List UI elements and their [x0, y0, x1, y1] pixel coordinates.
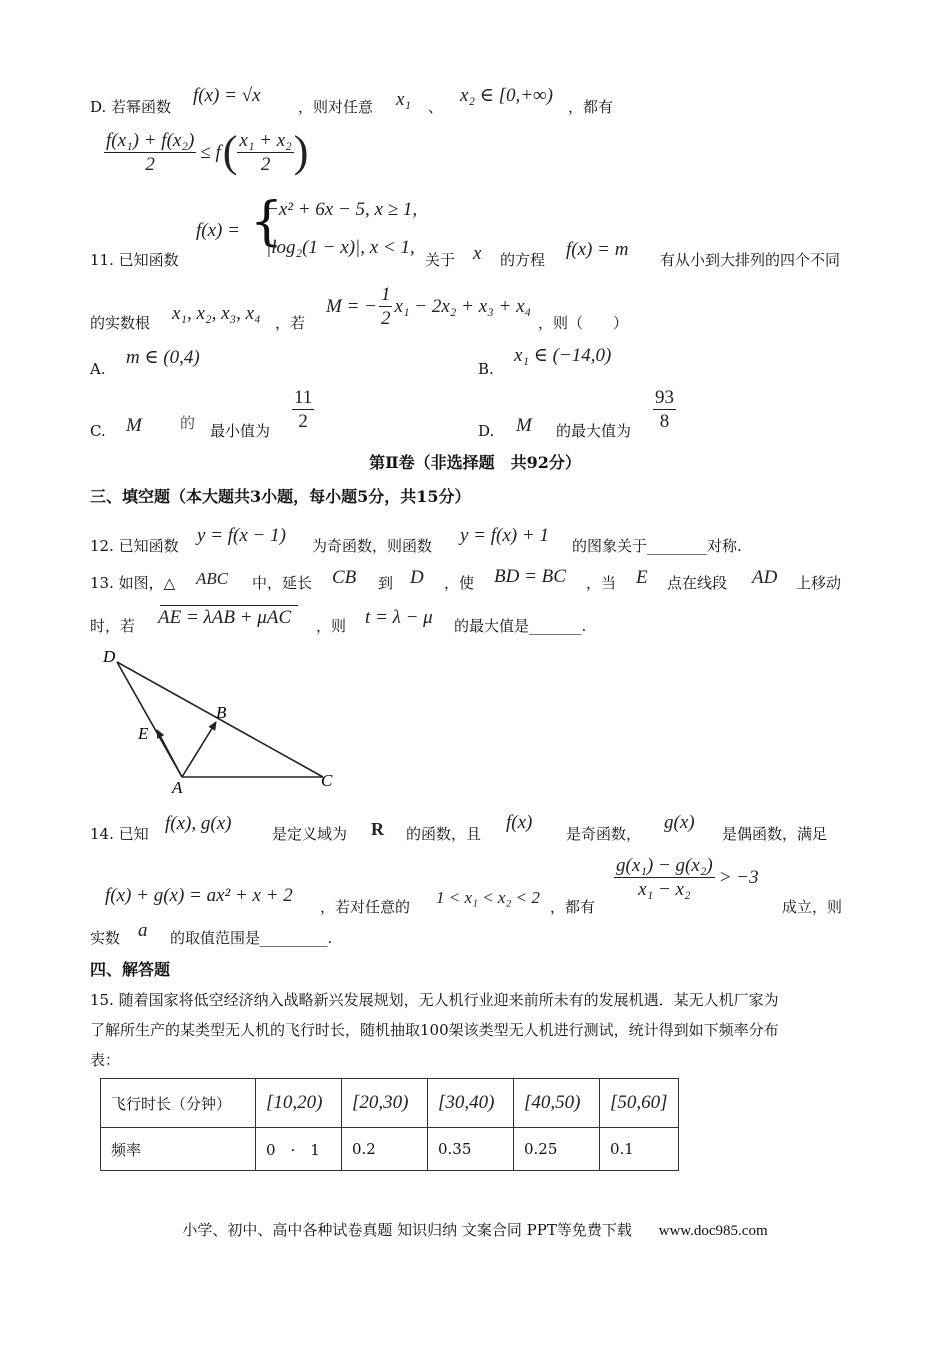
- table-interval-cell: [20,30): [342, 1079, 428, 1128]
- q15-line3: 表：: [90, 1051, 121, 1069]
- table-header-cell: 频率: [101, 1128, 256, 1171]
- table-freq-cell: 0.35: [428, 1128, 514, 1171]
- q14-frac-den: x₁ − x₂: [638, 879, 691, 900]
- q12-function2: y = f(x) + 1: [460, 525, 549, 546]
- q11-m-lhs: M = −: [326, 296, 377, 317]
- q14-frac-num: g(x₁) − g(x₂): [616, 855, 713, 876]
- q11-option-d-m: M: [516, 415, 532, 436]
- q12-function1: y = f(x − 1): [197, 525, 286, 546]
- q13-bd-bc: BD = BC: [494, 566, 566, 587]
- q14-text: 是偶函数，满足: [722, 825, 828, 843]
- table-interval-cell: [40,50): [514, 1079, 600, 1128]
- q13-text: ，当: [586, 574, 617, 592]
- q11-option-c-de: 的: [180, 414, 196, 432]
- q11-label: 11. 已知函数: [90, 251, 179, 269]
- q11-m-den: 2: [380, 308, 391, 329]
- q13-text: 点在线段: [667, 574, 728, 592]
- q11-case1: −x² + 6x − 5, x ≥ 1,: [266, 199, 418, 220]
- label-e: E: [138, 724, 149, 743]
- label-c: C: [321, 771, 333, 790]
- q14-text: 成立，则: [782, 898, 843, 916]
- q11-text: 有从小到大排列的四个不同: [660, 251, 841, 269]
- q10-text: ，则对任意: [298, 98, 374, 116]
- q11-fx: f(x) =: [196, 220, 240, 241]
- q14-text: 的函数，且: [406, 825, 482, 843]
- q11-option-c-label: C.: [90, 422, 106, 440]
- q14-frac-rhs: > −3: [718, 867, 759, 888]
- q11-m-expression: [326, 285, 531, 328]
- frequency-table: [100, 1078, 679, 1171]
- q14-gx: g(x): [664, 812, 695, 833]
- q11-option-c-value: [292, 388, 314, 431]
- q11-text: ，则（ ）: [538, 314, 629, 332]
- q10-ineq-le: ≤ f: [200, 141, 221, 163]
- q14-label: 14. 已知: [90, 825, 149, 843]
- q11-option-b: x₁ ∈ (−14,0): [514, 345, 612, 366]
- footer-url: www.doc985.com: [658, 1223, 768, 1239]
- q11-equation: f(x) = m: [566, 239, 629, 260]
- q11-text: 的实数根: [90, 314, 151, 332]
- page-footer: [0, 1219, 950, 1240]
- q14-text: 是定义域为: [272, 825, 348, 843]
- q15-line1: 15. 随着国家将低空经济纳入战略新兴发展规划，无人机行业迎来前所未有的发展机遇．某无人机厂家为: [90, 991, 779, 1009]
- table-interval-cell: [10,20): [256, 1079, 342, 1128]
- q11-brace: {: [250, 192, 284, 252]
- section4-title: 四、解答题: [90, 960, 171, 979]
- q10-text: ，都有: [568, 98, 614, 116]
- q11-option-b-label: B.: [478, 360, 494, 378]
- q11-m-rhs: x₁ − 2x₂ + x₃ + x₄: [394, 296, 532, 317]
- q12-label: 12. 已知函数: [90, 537, 179, 555]
- q10-option-d-label: D. 若幂函数: [90, 98, 172, 116]
- q11-option-d-text: 的最大值为: [556, 422, 632, 440]
- table-header-cell: 飞行时长（分钟）: [101, 1079, 256, 1128]
- q12-text: 的图象关于________对称.: [572, 537, 742, 555]
- q13-text: 上移动: [796, 574, 842, 592]
- vector-ae: [157, 730, 182, 777]
- q13-vector-equation: AE = λAB + μAC: [158, 607, 292, 628]
- q10-sqrt-function: f(x) = √x: [193, 85, 261, 106]
- footer-text: 小学、初中、高中各种试卷真题 知识归纳 文案合同 PPT等免费下载: [182, 1221, 632, 1239]
- q13-e: E: [636, 567, 648, 588]
- q13-text: 的最大值是_______.: [454, 617, 587, 635]
- q13-triangle-figure: [95, 640, 355, 800]
- q13-label: 13. 如图，△: [90, 574, 176, 592]
- q14-range: 1 < x₁ < x₂ < 2: [436, 888, 540, 907]
- q11-m-num: 1: [380, 284, 391, 305]
- section3-title: 三、填空题（本大题共3小题，每小题5分，共15分）: [90, 487, 471, 506]
- q13-text: 时，若: [90, 617, 136, 635]
- q11-c-num: 11: [294, 387, 313, 408]
- q14-fx: f(x): [506, 812, 533, 833]
- q11-text: 的方程: [500, 251, 546, 269]
- q11-option-a-label: A.: [90, 360, 106, 378]
- q13-ad: AD: [752, 567, 778, 588]
- q14-text: 是奇函数，: [566, 825, 642, 843]
- q14-var-a: a: [138, 920, 148, 941]
- q10-text: 、: [428, 98, 444, 116]
- q12-text: 为奇函数，则函数: [312, 537, 433, 555]
- q14-difference-quotient: [614, 856, 759, 899]
- q14-text: ，都有: [550, 898, 596, 916]
- q14-real-set: R: [371, 819, 384, 839]
- q11-text: ，若: [275, 314, 306, 332]
- q11-roots: x₁, x₂, x₃, x₄: [172, 303, 261, 324]
- table-freq-cell: 0.25: [514, 1128, 600, 1171]
- q11-case2: |log₂(1 − x)|, x < 1,: [266, 237, 415, 258]
- q10-x2-range: x₂ ∈ [0,+∞): [460, 85, 553, 106]
- table-row: [101, 1128, 679, 1171]
- q10-ineq-denominator: 2: [145, 153, 155, 175]
- q10-x1: x₁: [396, 89, 412, 110]
- q13-text: ，则: [316, 617, 347, 635]
- q13-d: D: [410, 567, 424, 588]
- q11-d-den: 8: [659, 411, 670, 432]
- q13-cb: CB: [332, 567, 357, 588]
- q10-ineq-arg-numerator: x₁ + x₂: [239, 129, 292, 151]
- q11-text: 关于: [425, 251, 456, 269]
- q14-text: 的取值范围是_________.: [170, 929, 333, 947]
- q13-abc: ABC: [196, 569, 229, 588]
- table-interval-cell: [30,40): [428, 1079, 514, 1128]
- q11-option-d-value: [653, 388, 676, 431]
- table-interval-cell: [50,60]: [600, 1079, 679, 1128]
- q10-inequality: $\frac{\text{f(x₁) + f(x₂)}}{2}$ ≤ f ( $\frac{\text{x₁ + x₂}}{2}$ ): [106, 127, 309, 176]
- q11-c-den: 2: [298, 411, 308, 432]
- q14-fg: f(x), g(x): [165, 813, 232, 834]
- q11-d-num: 93: [655, 387, 674, 408]
- q11-option-d-label: D.: [478, 422, 495, 440]
- q10-ineq-numerator: f(x₁) + f(x₂): [106, 129, 195, 151]
- vector-ab: [182, 722, 216, 777]
- part2-title: 第Ⅱ卷（非选择题 共92分）: [369, 453, 581, 472]
- q13-text: 到: [378, 574, 394, 592]
- table-freq-cell: 0.2: [342, 1128, 428, 1171]
- q11-option-c-text: 最小值为: [210, 422, 271, 440]
- q11-var-x: x: [473, 243, 482, 264]
- q15-line2: 了解所生产的某类型无人机的飞行时长，随机抽取100架该类型无人机进行测试，统计得到如下频率分布: [90, 1021, 779, 1039]
- q10-ineq-arg-denominator: 2: [260, 153, 271, 175]
- table-row: [101, 1079, 679, 1128]
- table-freq-cell: 0 · 1: [256, 1128, 342, 1171]
- q14-text: 实数: [90, 929, 121, 947]
- q13-t-expression: t = λ − μ: [365, 607, 433, 628]
- q13-text: 中，延长: [252, 574, 313, 592]
- label-b: B: [216, 703, 227, 722]
- q11-option-c-m: M: [126, 415, 142, 436]
- q11-option-a: m ∈ (0,4): [126, 347, 200, 368]
- q14-sum-equation: f(x) + g(x) = ax² + x + 2: [105, 885, 293, 906]
- table-freq-cell: 0.1: [600, 1128, 679, 1171]
- q13-text: ，使: [444, 574, 475, 592]
- label-d: D: [103, 647, 116, 666]
- q14-text: ，若对任意的: [320, 898, 411, 916]
- label-a: A: [172, 778, 183, 797]
